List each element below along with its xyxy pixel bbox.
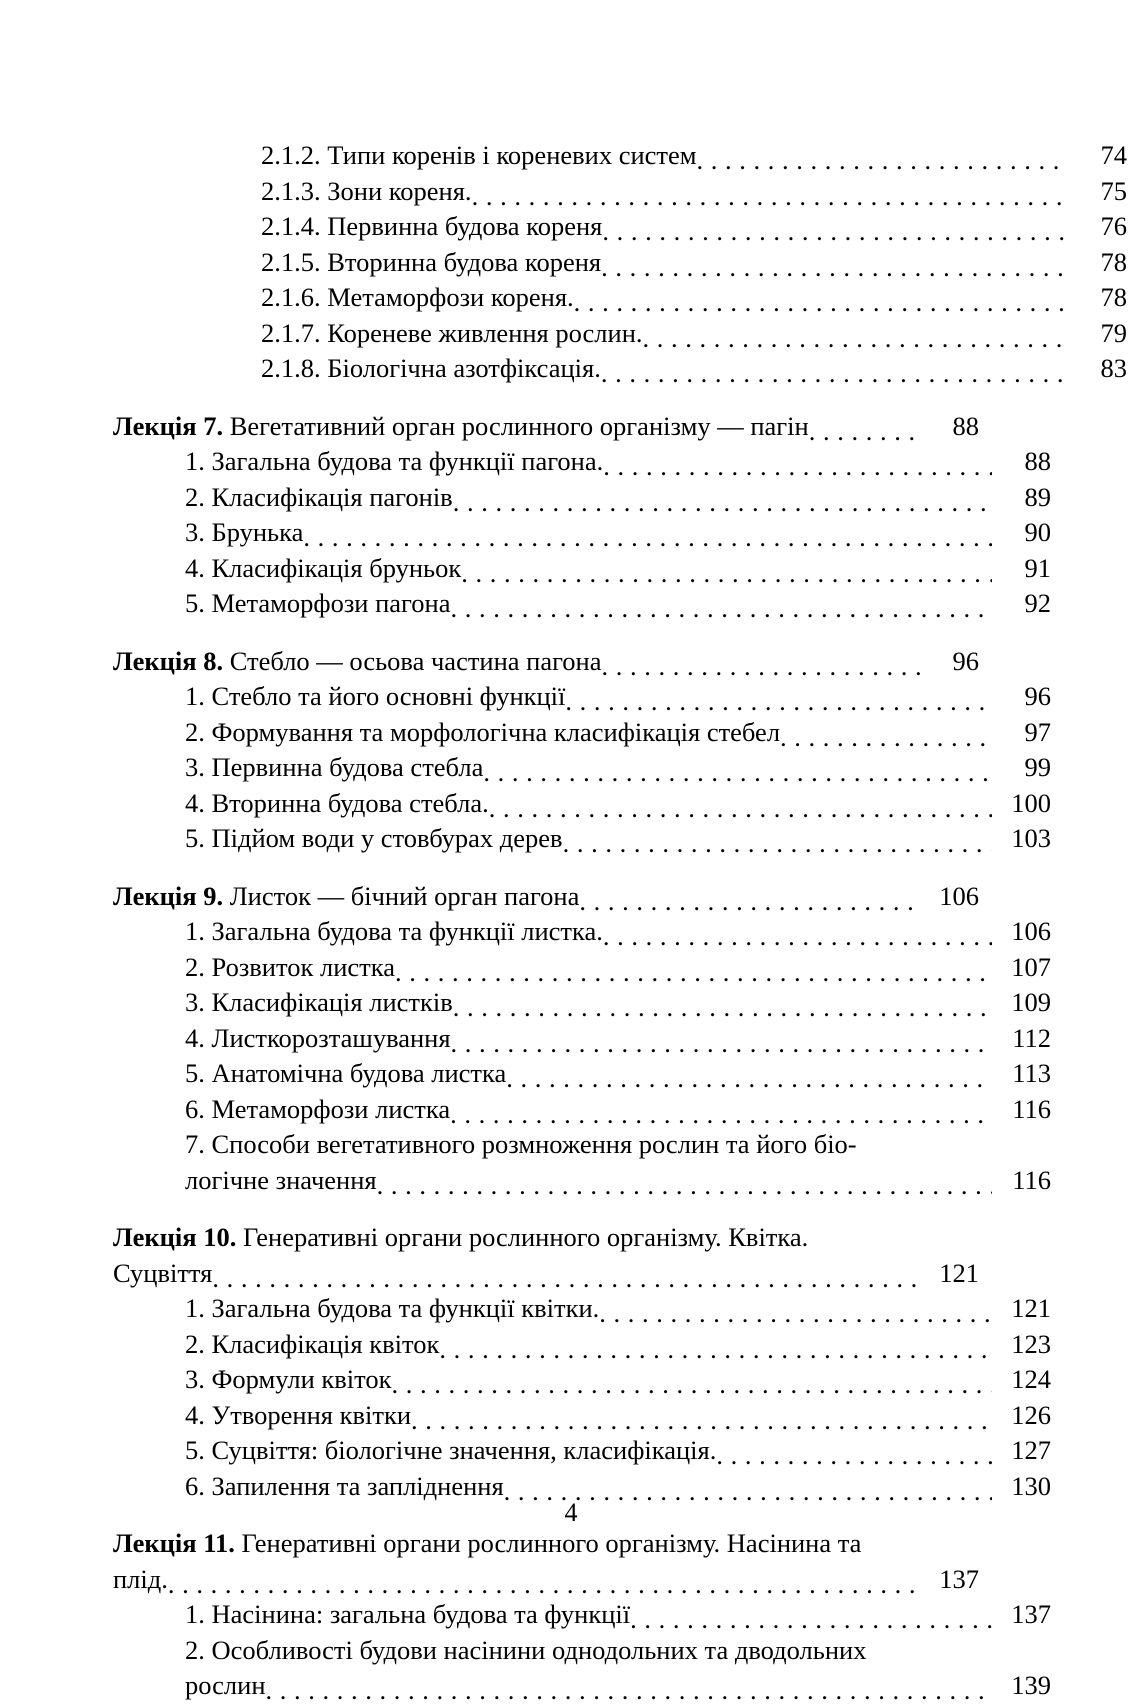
- dot-leader: [168, 1571, 920, 1598]
- toc-item-entry[interactable]: [113, 821, 1051, 857]
- toc-item-entry[interactable]: [113, 551, 1051, 587]
- toc-entry-text: 1. Насінина: загальна будова та функції: [185, 1599, 631, 1629]
- section-spacer: [113, 1198, 979, 1220]
- dot-leader: [574, 289, 1068, 316]
- dot-leader: [450, 595, 992, 622]
- dot-leader: [450, 1101, 992, 1128]
- toc-item-entry[interactable]: [113, 985, 1051, 1021]
- toc-page-number: 83: [1100, 353, 1127, 383]
- toc-entry-text: 2.1.6. Метаморфози кореня.: [261, 282, 574, 312]
- toc-entry-text: 2.1.5. Вторинна будова кореня: [261, 246, 602, 277]
- toc-entry-title: [185, 1021, 451, 1057]
- toc-subsection-entry[interactable]: [113, 209, 1127, 245]
- toc-page-number: 106: [939, 880, 979, 911]
- dot-leader: [453, 994, 992, 1021]
- dot-leader: [630, 1606, 992, 1633]
- toc-entry-text: 2.1.3. Зони кореня.: [261, 175, 472, 206]
- toc-page-number: 130: [1011, 1470, 1051, 1501]
- toc-entry-text: 5. Суцвіття: біологічне значення, класифікація.: [185, 1435, 717, 1465]
- toc-entry-title: [113, 1256, 212, 1292]
- toc-item-entry[interactable]: [113, 914, 1051, 950]
- toc-item-entry[interactable]: [113, 444, 1051, 480]
- toc-item-entry[interactable]: [113, 679, 1051, 715]
- toc-entry-text: 4. Вторинна будова стебла.: [185, 787, 489, 818]
- toc-entry-title: [185, 1092, 450, 1128]
- section-spacer: [113, 857, 979, 879]
- toc-entry-text: 2.1.4. Первинна будова кореня: [261, 211, 603, 241]
- toc-page-number: 123: [1011, 1328, 1051, 1359]
- toc-entry-text: 4. Утворення квітки: [185, 1399, 412, 1430]
- toc-item-entry[interactable]: [113, 1398, 1051, 1434]
- toc-item-entry[interactable]: [113, 1597, 1051, 1633]
- toc-entry-title: [185, 586, 450, 622]
- toc-entry-text: 6. Запилення та запліднення: [185, 1470, 504, 1501]
- toc-entry-text: 2. Розвиток листка: [185, 951, 395, 982]
- toc-lecture-label: Лекція 7.: [113, 410, 224, 441]
- toc-entry-title: [185, 1291, 599, 1327]
- toc-entry-title: [185, 551, 461, 587]
- section-spacer: [113, 622, 979, 644]
- toc-entry-text: 5. Підйом води у стовбурах дерев: [185, 823, 563, 853]
- dot-leader: [602, 218, 1068, 245]
- dot-leader: [453, 489, 992, 516]
- toc-entry-title: [185, 750, 483, 786]
- toc-page-number: 113: [1012, 1058, 1051, 1088]
- toc-page-number: 75: [1100, 175, 1127, 206]
- dot-leader: [602, 653, 920, 680]
- toc-entry-text: 6. Метаморфози листка: [185, 1093, 451, 1124]
- dot-leader: [303, 524, 992, 551]
- dot-leader: [601, 254, 1068, 281]
- toc-entry-title: [185, 950, 395, 986]
- toc-entry-title: [113, 879, 579, 915]
- toc-item-entry-line1[interactable]: [113, 1127, 1051, 1163]
- toc-entry-text: Стебло — осьова частина пагона: [223, 645, 602, 676]
- dot-leader: [472, 183, 1068, 210]
- toc-entry-text: 1. Загальна будова та функції квітки.: [185, 1293, 600, 1323]
- toc-page-number: 121: [1011, 1293, 1051, 1323]
- toc-entry-title: [185, 821, 563, 857]
- toc-subsection-entry[interactable]: [113, 316, 1127, 352]
- toc-item-entry[interactable]: [113, 715, 1051, 751]
- toc-page-number: 121: [939, 1257, 979, 1288]
- toc-page-number: 74: [1100, 140, 1127, 170]
- toc-item-entry[interactable]: [113, 1362, 1051, 1398]
- toc-entry-title: [113, 1220, 808, 1256]
- toc-page-number: 97: [1024, 716, 1051, 747]
- toc-page-number: 90: [1024, 517, 1051, 547]
- toc-page-number: 139: [1011, 1670, 1051, 1700]
- toc-page-number: 99: [1024, 752, 1051, 782]
- toc-entry-text: 2.1.2. Типи коренів і кореневих систем: [261, 140, 697, 170]
- toc-entry-text: Генеративні органи рослинного організму. Квітка.: [236, 1222, 809, 1252]
- toc-entry-text: 3. Класифікація листків: [185, 987, 453, 1017]
- toc-page-number: 109: [1011, 987, 1051, 1017]
- dot-leader: [643, 325, 1068, 352]
- toc-entry-title: [261, 174, 472, 210]
- dot-leader: [212, 1265, 920, 1292]
- toc-entry-title: [185, 715, 780, 751]
- toc-page-number: 96: [952, 645, 979, 676]
- toc-lecture-entry[interactable]: [113, 879, 979, 915]
- toc-entry-title: [113, 409, 809, 445]
- toc-page-number: 78: [1100, 282, 1127, 312]
- toc-entry-title: [113, 644, 602, 680]
- toc-page-number: 127: [1011, 1435, 1051, 1465]
- dot-leader: [489, 795, 992, 822]
- toc-lecture-label: Лекція 8.: [113, 645, 224, 676]
- toc-item-entry[interactable]: [113, 1056, 1051, 1092]
- dot-leader: [266, 1677, 992, 1704]
- toc-page-number: 78: [1100, 246, 1127, 277]
- toc-page-number: 124: [1011, 1364, 1051, 1394]
- toc-entry-text: Листок — бічний орган пагона: [223, 880, 580, 911]
- toc-page-number: 88: [952, 410, 979, 441]
- toc-subsection-entry[interactable]: [113, 351, 1127, 387]
- table-of-contents-list: [113, 138, 1127, 1704]
- toc-entry-text: плід.: [113, 1563, 168, 1594]
- toc-page-number: 100: [1011, 787, 1051, 818]
- toc-page-number: 88: [1024, 446, 1051, 476]
- toc-lecture-entry-line1[interactable]: [113, 1526, 979, 1562]
- toc-subsection-entry[interactable]: [113, 245, 1127, 281]
- toc-entry-title: [185, 444, 603, 480]
- toc-lecture-entry-line2[interactable]: [113, 1256, 979, 1292]
- toc-entry-title: [185, 985, 453, 1021]
- dot-leader: [565, 688, 992, 715]
- toc-page-number: 96: [1024, 681, 1051, 711]
- toc-entry-title: [185, 1633, 866, 1669]
- toc-page-number: 116: [1012, 1164, 1051, 1195]
- toc-item-entry[interactable]: [113, 480, 1051, 516]
- dot-leader: [780, 724, 992, 751]
- toc-entry-title: [261, 351, 601, 387]
- dot-leader: [579, 888, 920, 915]
- toc-page-number: 126: [1011, 1399, 1051, 1430]
- toc-entry-text: 5. Метаморфози пагона: [185, 588, 451, 618]
- toc-subsection-entry[interactable]: [113, 174, 1127, 210]
- page-folio-number: 4: [564, 1498, 578, 1527]
- toc-entry-title: [185, 480, 453, 516]
- toc-entry-text: 4. Листкорозташування: [185, 1022, 451, 1053]
- toc-entry-text: логічне значення: [185, 1164, 377, 1195]
- dot-leader: [603, 923, 992, 950]
- toc-lecture-entry[interactable]: [113, 644, 979, 680]
- dot-leader: [697, 147, 1068, 174]
- toc-item-entry[interactable]: [113, 1092, 1051, 1128]
- toc-entry-title: [185, 1668, 266, 1704]
- toc-entry-title: [261, 280, 574, 316]
- toc-subsection-entry[interactable]: [113, 138, 1127, 174]
- dot-leader: [809, 418, 920, 445]
- toc-entry-text: 4. Класифікація бруньок: [185, 552, 462, 583]
- toc-item-entry[interactable]: [113, 1291, 1051, 1327]
- toc-lecture-label: Лекція 10.: [113, 1222, 237, 1252]
- toc-entry-text: 2. Формування та морфологічна класифікація стебел: [185, 716, 781, 747]
- toc-entry-text: 1. Загальна будова та функції пагона.: [185, 446, 604, 476]
- toc-item-entry[interactable]: [113, 586, 1051, 622]
- dot-leader: [603, 453, 992, 480]
- dot-leader: [377, 1172, 992, 1199]
- toc-entry-text: 3. Формули квіток: [185, 1364, 392, 1394]
- dot-leader: [599, 1300, 992, 1327]
- toc-lecture-entry-line2[interactable]: [113, 1562, 979, 1598]
- dot-leader: [451, 1030, 992, 1057]
- toc-page-number: 137: [1011, 1599, 1051, 1629]
- toc-entry-text: 2. Особливості будови насінини однодольних та дводольних: [185, 1634, 867, 1665]
- dot-leader: [461, 560, 992, 587]
- toc-entry-text: 3. Первинна будова стебла: [185, 752, 484, 782]
- toc-page-number: 92: [1024, 588, 1051, 618]
- toc-item-entry[interactable]: [113, 1433, 1051, 1469]
- toc-lecture-entry[interactable]: [113, 409, 979, 445]
- toc-page-number: 107: [1011, 951, 1051, 982]
- toc-entry-title: [261, 209, 602, 245]
- toc-item-entry[interactable]: [113, 750, 1051, 786]
- toc-entry-title: [113, 1562, 168, 1598]
- toc-lecture-entry-line1[interactable]: [113, 1220, 979, 1256]
- toc-item-entry[interactable]: [113, 786, 1051, 822]
- toc-entry-text: 3. Брунька: [185, 517, 304, 547]
- toc-entry-title: [185, 515, 303, 551]
- toc-entry-title: [185, 1433, 716, 1469]
- dot-leader: [483, 759, 992, 786]
- toc-entry-title: [185, 1362, 392, 1398]
- toc-entry-title: [185, 1056, 506, 1092]
- dot-leader: [395, 959, 992, 986]
- toc-entry-text: 2. Класифікація пагонів: [185, 481, 453, 512]
- section-spacer: [113, 387, 979, 409]
- toc-entry-title: [261, 245, 601, 281]
- toc-page-number: 89: [1024, 481, 1051, 512]
- toc-entry-text: рослин: [185, 1670, 266, 1700]
- toc-item-entry[interactable]: [113, 515, 1051, 551]
- toc-entry-text: Генеративні органи рослинного організму. Насінина та: [234, 1528, 862, 1558]
- toc-lecture-label: Лекція 9.: [113, 880, 224, 911]
- toc-entry-text: Вегетативний орган рослинного організму — пагін: [223, 410, 809, 441]
- toc-entry-title: [261, 316, 643, 352]
- toc-entry-title: [185, 1163, 377, 1199]
- dot-leader: [392, 1371, 992, 1398]
- toc-page-number: 112: [1012, 1022, 1051, 1053]
- toc-page-number: 137: [939, 1563, 979, 1594]
- toc-page-number: 91: [1024, 552, 1051, 583]
- toc-entry-title: [185, 1597, 630, 1633]
- toc-entry-text: 5. Анатомічна будова листка: [185, 1058, 507, 1088]
- dot-leader: [563, 830, 992, 857]
- toc-subsection-entry[interactable]: [113, 280, 1127, 316]
- toc-item-entry-line2[interactable]: [113, 1668, 1051, 1704]
- toc-entry-title: [113, 1526, 861, 1562]
- toc-entry-text: 7. Способи вегетативного розмноження рослин та його біо-: [185, 1129, 857, 1159]
- toc-entry-text: 2.1.7. Кореневе живлення рослин.: [261, 317, 643, 348]
- toc-page-number: 106: [1011, 916, 1051, 946]
- toc-item-entry[interactable]: [113, 1021, 1051, 1057]
- dot-leader: [716, 1442, 992, 1469]
- toc-page-number: 103: [1011, 823, 1051, 853]
- toc-entry-text: 2.1.8. Біологічна азотфіксація.: [261, 353, 601, 383]
- toc-entry-text: 1. Загальна будова та функції листка.: [185, 916, 603, 946]
- toc-entry-title: [261, 138, 697, 174]
- toc-item-entry-line2[interactable]: [113, 1163, 1051, 1199]
- toc-page-number: 76: [1100, 211, 1127, 241]
- toc-entry-title: [185, 1127, 857, 1163]
- dot-leader: [601, 360, 1068, 387]
- toc-entry-title: [185, 914, 603, 950]
- toc-item-entry-line1[interactable]: [113, 1633, 1051, 1669]
- toc-entry-title: [185, 1327, 439, 1363]
- toc-entry-title: [185, 679, 565, 715]
- toc-page-number: 79: [1100, 317, 1127, 348]
- toc-entry-title: [185, 786, 489, 822]
- dot-leader: [411, 1407, 992, 1434]
- toc-entry-title: [185, 1398, 411, 1434]
- toc-page-number: 116: [1012, 1093, 1051, 1124]
- toc-entry-text: 2. Класифікація квіток: [185, 1328, 440, 1359]
- toc-entry-text: 1. Стебло та його основні функції: [185, 681, 566, 711]
- toc-entry-text: Суцвіття: [113, 1257, 213, 1288]
- toc-lecture-label: Лекція 11.: [113, 1528, 235, 1558]
- dot-leader: [439, 1336, 992, 1363]
- dot-leader: [506, 1065, 992, 1092]
- toc-item-entry[interactable]: [113, 1327, 1051, 1363]
- toc-item-entry[interactable]: [113, 950, 1051, 986]
